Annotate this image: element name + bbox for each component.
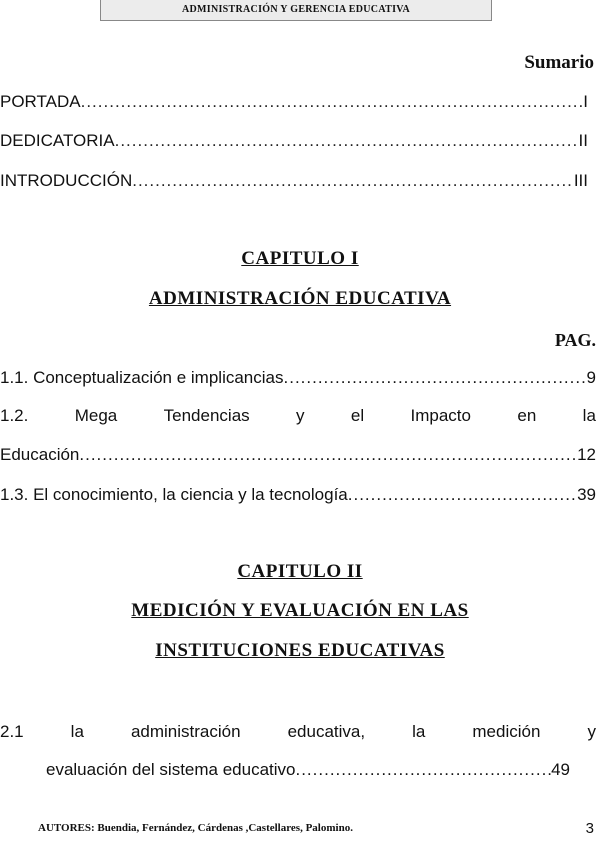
toc-label: DEDICATORIA <box>0 131 115 150</box>
toc-page: 39 <box>577 485 596 504</box>
leader-dots <box>115 131 579 151</box>
toc-entry-2-1-line1 <box>0 722 596 742</box>
toc-entry-1-1 <box>0 368 596 388</box>
chapter-1-heading: CAPITULO I <box>241 248 359 269</box>
word: 1.2. <box>0 406 29 425</box>
toc-entry-1-2-line1 <box>0 406 596 426</box>
toc-label: 1.3. El conocimiento, la ciencia y la tecnología <box>0 485 348 504</box>
toc-label: INTRODUCCIÓN <box>0 171 133 190</box>
word: medición <box>472 722 541 741</box>
toc-page: II <box>578 131 588 150</box>
toc-label: 1.1. Conceptualización e implicancias <box>0 368 284 387</box>
word: y <box>587 722 596 741</box>
sumario-title: Sumario <box>524 52 594 73</box>
chapter-2-title-line1: MEDICIÓN Y EVALUACIÓN EN LAS <box>131 600 469 621</box>
running-header: ADMINISTRACIÓN Y GERENCIA EDUCATIVA <box>100 0 492 21</box>
toc-label: evaluación del sistema educativo <box>46 760 296 779</box>
toc-entry-portada <box>0 92 588 112</box>
toc-entry-introduccion <box>0 171 588 191</box>
chapter-2-heading: CAPITULO II <box>237 561 363 582</box>
leader-dots <box>81 92 584 112</box>
toc-entry-dedicatoria <box>0 131 588 151</box>
word: la <box>412 722 426 741</box>
toc-page: I <box>583 92 588 111</box>
word: en <box>517 406 537 425</box>
leader-dots <box>295 760 551 780</box>
toc-label: PORTADA <box>0 92 81 111</box>
toc-page: 12 <box>577 445 596 464</box>
word: administración <box>130 722 241 741</box>
toc-page: III <box>573 171 588 190</box>
word: el <box>350 406 365 425</box>
toc-label: Educación <box>0 445 80 464</box>
toc-entry-1-3 <box>0 485 596 505</box>
toc-entry-2-1-line2 <box>46 760 570 780</box>
toc-page: 49 <box>551 760 570 779</box>
leader-dots <box>79 445 577 465</box>
word: la <box>70 722 84 741</box>
toc-entry-1-2-line2 <box>0 445 596 465</box>
word: Impacto <box>410 406 471 425</box>
page-number: 3 <box>585 820 594 837</box>
word: Tendencias <box>163 406 250 425</box>
word: la <box>582 406 596 425</box>
chapter-1-title: ADMINISTRACIÓN EDUCATIVA <box>148 288 452 309</box>
toc-page: 9 <box>586 368 596 387</box>
leader-dots <box>348 485 577 505</box>
word: educativa, <box>287 722 366 741</box>
word: 2.1 <box>0 722 24 741</box>
chapter-2-title-line2: INSTITUCIONES EDUCATIVAS <box>155 640 445 661</box>
leader-dots <box>132 171 574 191</box>
footer-authors: AUTORES: Buendia, Fernández, Cárdenas ,Castellares, Palomino. <box>38 822 353 834</box>
word: y <box>296 406 305 425</box>
word: Mega <box>74 406 118 425</box>
leader-dots <box>284 368 587 388</box>
pag-label: PAG. <box>554 330 596 350</box>
